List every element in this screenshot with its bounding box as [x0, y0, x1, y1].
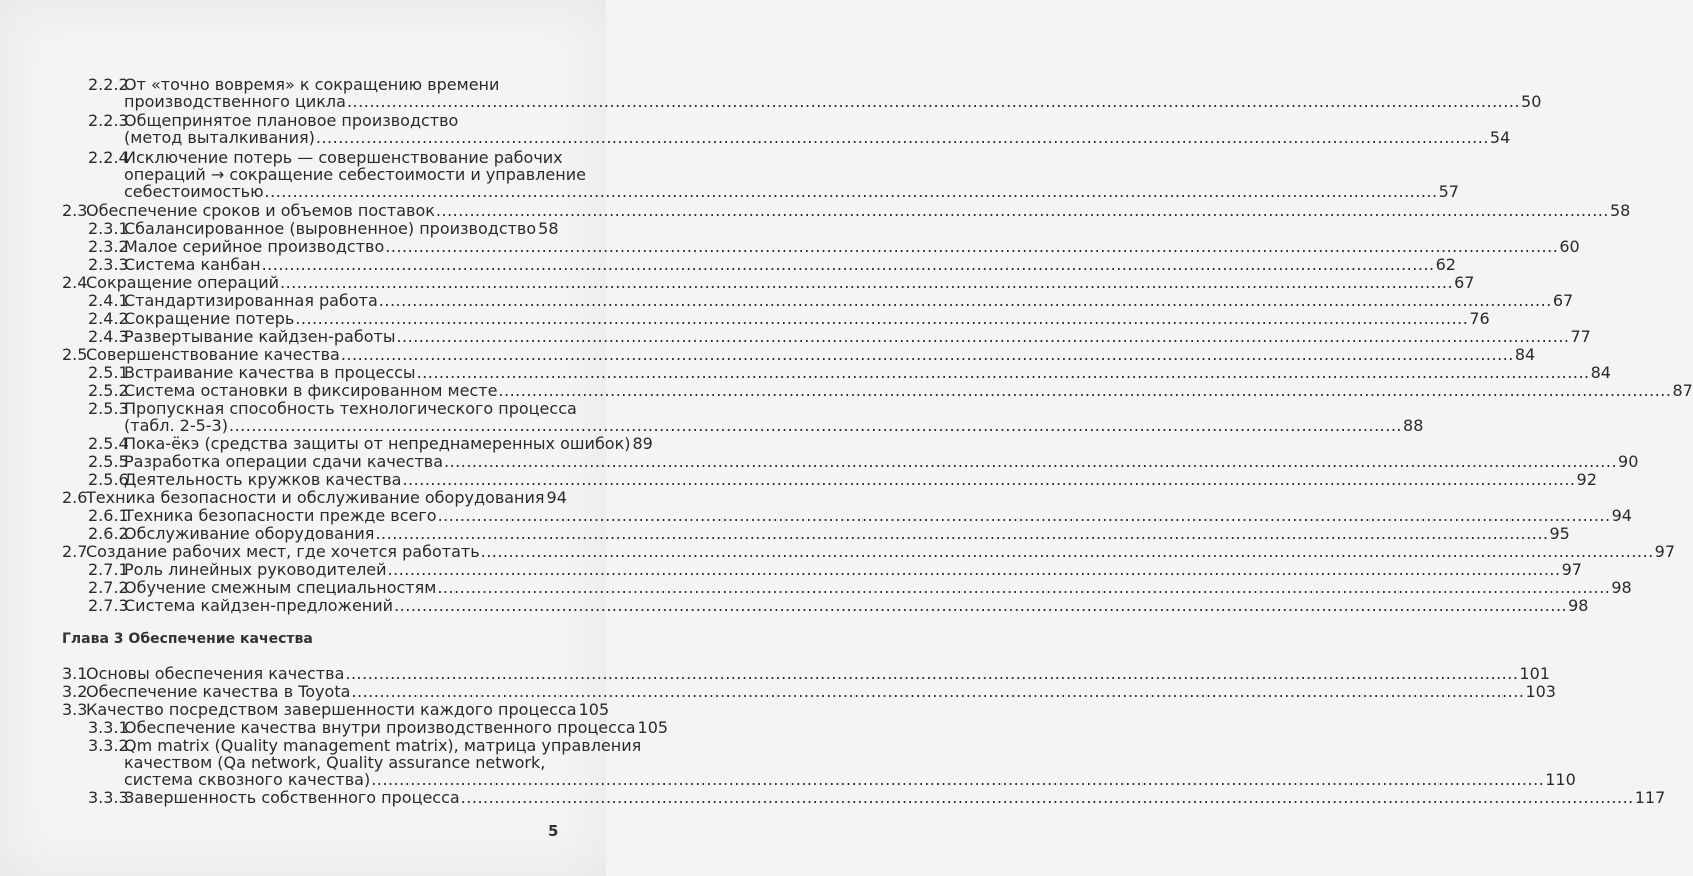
toc-title: Малое серийное производство	[124, 237, 385, 256]
leader-dots	[402, 470, 1575, 489]
toc-number: 2.6.2	[88, 524, 129, 543]
toc-page: 54	[1489, 128, 1511, 147]
toc-page: 67	[1552, 291, 1574, 310]
toc-page: 88	[1403, 416, 1424, 435]
toc-entry-3-2	[62, 682, 1556, 701]
toc-title: Техника безопасности и обслуживание оборудования	[86, 488, 545, 507]
toc-title: Разработка операции сдачи качества	[124, 452, 443, 471]
toc-number: 2.5	[62, 345, 88, 364]
toc-page: 57	[1438, 182, 1459, 201]
toc-title: Система остановки в фиксированном месте	[124, 381, 498, 400]
leader-dots	[436, 201, 1609, 220]
toc-title: Сокращение операций	[86, 273, 280, 292]
toc-entry-3-3-1	[88, 718, 669, 737]
toc-number: 3.1	[62, 664, 88, 683]
toc-entry-2-3	[62, 201, 1631, 220]
toc-title-line: Qm matrix (Quality management matrix), матрица управления	[124, 736, 642, 755]
toc-title: Система канбан	[124, 255, 261, 274]
toc-number: 2.2.3	[88, 111, 129, 130]
leader-dots	[347, 92, 1520, 111]
toc-page: 58	[1609, 201, 1631, 220]
toc-number: 2.7.2	[88, 578, 129, 597]
leader-dots	[385, 237, 1558, 256]
toc-number: 2.5.5	[88, 452, 129, 471]
toc-entry-2-6-1	[88, 506, 1632, 525]
toc-page: 97	[1654, 542, 1676, 561]
toc-title: Обеспечение качества в Toyota	[86, 682, 351, 701]
toc-title-line: операций → сокращение себестоимости и управление	[124, 165, 586, 184]
toc-entry-2-6-2	[88, 524, 1570, 543]
toc-title: Деятельность кружков качества	[124, 470, 402, 489]
toc-title: Совершенствование качества	[86, 345, 340, 364]
toc-title: Сбалансированное (выровненное) производство	[124, 219, 537, 238]
leader-dots	[229, 416, 1402, 435]
toc-number: 2.4.2	[88, 309, 129, 328]
toc-title-line: Исключение потерь — совершенствование рабочих	[124, 148, 563, 167]
toc-title-line: Пропускная способность технологического процесса	[124, 399, 577, 418]
toc-title: Система кайдзен-предложений	[124, 596, 394, 615]
toc-entry-2-4-2	[88, 309, 1490, 328]
toc-entry-line	[124, 92, 1542, 111]
toc-page: 94	[546, 488, 567, 507]
toc-title-line: система сквозного качества)	[124, 770, 371, 789]
toc-entry-2-5-1	[88, 363, 1611, 382]
leader-dots	[438, 506, 1611, 525]
toc-entry-2-7-1	[88, 560, 1582, 579]
leader-dots	[280, 273, 1453, 292]
leader-dots	[417, 363, 1590, 382]
toc-number: 2.6.1	[88, 506, 129, 525]
toc-number: 2.3.1	[88, 219, 129, 238]
toc-page: 90	[1618, 452, 1639, 471]
toc-page: 105	[637, 718, 669, 737]
toc-page: 105	[578, 700, 610, 719]
toc-number: 3.3.1	[88, 718, 129, 737]
toc-entry-2-5	[62, 345, 1536, 364]
toc-entry-2-5-6	[88, 470, 1597, 489]
toc-page: 103	[1525, 682, 1556, 701]
toc-page: 87	[1672, 381, 1693, 400]
toc-title-line: качеством (Qa network, Quality assurance network,	[124, 753, 546, 772]
toc-page: 98	[1568, 596, 1589, 615]
toc-entry-2-3-1	[88, 219, 558, 238]
toc-entry-2-7-2	[88, 578, 1632, 597]
toc-entry-line	[124, 182, 1459, 201]
toc-number: 2.3.3	[88, 255, 129, 274]
leader-dots	[437, 578, 1610, 597]
leader-dots	[461, 788, 1634, 807]
leader-dots	[379, 291, 1552, 310]
toc-number: 2.3	[62, 201, 88, 220]
toc-title: Завершенность собственного процесса	[124, 788, 460, 807]
toc-number: 3.3.3	[88, 788, 129, 807]
toc-number: 2.2.4	[88, 148, 129, 167]
toc-number: 2.5.1	[88, 363, 129, 382]
toc-entry-2-5-4	[88, 434, 653, 453]
toc-entry-2-7	[62, 542, 1676, 561]
toc-page: 84	[1514, 345, 1536, 364]
leader-dots	[295, 309, 1468, 328]
toc-entry-2-4-3	[88, 327, 1591, 346]
toc-title: Создание рабочих мест, где хочется работать	[86, 542, 480, 561]
toc-page: 98	[1611, 578, 1632, 597]
leader-dots	[265, 182, 1438, 201]
toc-page: 110	[1545, 770, 1576, 789]
page-number: 5	[548, 822, 559, 840]
toc-number: 2.4	[62, 273, 88, 292]
toc-page: 101	[1519, 664, 1550, 683]
toc-page: 89	[632, 434, 653, 453]
toc-title: Качество посредством завершенности каждого процесса	[86, 700, 577, 719]
toc-page: 117	[1634, 788, 1666, 807]
toc-number: 2.4.3	[88, 327, 129, 346]
leader-dots	[481, 542, 1654, 561]
toc-entry-2-7-3	[88, 596, 1589, 615]
toc-page: 92	[1576, 470, 1597, 489]
leader-dots	[341, 345, 1514, 364]
leader-dots	[388, 560, 1561, 579]
toc-page: 84	[1590, 363, 1611, 382]
toc-entry-2-5-5	[88, 452, 1639, 471]
toc-entry-2-4-1	[88, 291, 1574, 310]
leader-dots	[371, 770, 1544, 789]
toc-title-line: (табл. 2-5-3)	[124, 416, 228, 435]
toc-title-line: От «точно вовремя» к сокращению времени	[124, 75, 500, 94]
toc-title: Встраивание качества в процессы	[124, 363, 416, 382]
toc-number: 2.7.3	[88, 596, 129, 615]
toc-number: 3.3.2	[88, 736, 129, 755]
toc-title-line: производственного цикла	[124, 92, 346, 111]
toc-page: 60	[1559, 237, 1580, 256]
toc-number: 2.6	[62, 488, 88, 507]
toc-page: 62	[1435, 255, 1456, 274]
toc-title-line: себестоимостью	[124, 182, 264, 201]
toc-entry-3-3-3	[88, 788, 1666, 807]
toc-title: Сокращение потерь	[124, 309, 295, 328]
toc-entry-2-6	[62, 488, 567, 507]
toc-title: Обеспечение сроков и объемов поставок	[86, 201, 435, 220]
toc-number: 2.2.2	[88, 75, 129, 94]
toc-page: 50	[1521, 92, 1542, 111]
toc-page: 95	[1549, 524, 1570, 543]
leader-dots	[351, 682, 1524, 701]
chapter-heading: Глава 3 Обеспечение качества	[62, 631, 313, 647]
toc-number: 2.7.1	[88, 560, 129, 579]
toc-number: 3.3	[62, 700, 88, 719]
toc-number: 2.5.6	[88, 470, 129, 489]
toc-title: Развертывание кайдзен-работы	[124, 327, 396, 346]
toc-page: 94	[1611, 506, 1632, 525]
toc-page: 77	[1570, 327, 1591, 346]
toc-entry-3-1	[62, 664, 1550, 683]
toc-entry-2-4	[62, 273, 1475, 292]
toc-entry-3-3	[62, 700, 610, 719]
toc-title: Основы обеспечения качества	[86, 664, 345, 683]
toc-title-line: Общепринятое плановое производство	[124, 111, 459, 130]
toc-number: 2.5.4	[88, 434, 129, 453]
toc-number: 3.2	[62, 682, 88, 701]
toc-number: 2.5.2	[88, 381, 129, 400]
toc-entry-line	[124, 128, 1511, 147]
toc-page: 67	[1454, 273, 1475, 292]
toc-number: 2.5.3	[88, 399, 129, 418]
leader-dots	[394, 596, 1567, 615]
toc-title: Обучение смежным специальностям	[124, 578, 437, 597]
toc-title: Роль линейных руководителей	[124, 560, 387, 579]
leader-dots	[316, 128, 1489, 147]
toc-entry-2-3-2	[88, 237, 1580, 256]
toc-number: 2.3.2	[88, 237, 129, 256]
toc-title: Обслуживание оборудования	[124, 524, 375, 543]
toc-page: 76	[1469, 309, 1490, 328]
toc-number: 2.4.1	[88, 291, 129, 310]
toc-entry-line	[124, 416, 1424, 435]
toc-title: Пока-ёкэ (средства защиты от непреднамеренных ошибок)	[124, 434, 631, 453]
leader-dots	[262, 255, 1435, 274]
leader-dots	[396, 327, 1569, 346]
toc-entry-2-5-2	[88, 381, 1693, 400]
leader-dots	[375, 524, 1548, 543]
toc-title: Техника безопасности прежде всего	[124, 506, 437, 525]
toc-page: 97	[1561, 560, 1582, 579]
toc-entry-2-3-3	[88, 255, 1456, 274]
toc-title: Стандартизированная работа	[124, 291, 378, 310]
toc-page: 58	[538, 219, 559, 238]
leader-dots	[345, 664, 1518, 683]
toc-title: Обеспечение качества внутри производственного процесса	[124, 718, 636, 737]
toc-number: 2.7	[62, 542, 88, 561]
leader-dots	[444, 452, 1617, 471]
toc-title-line: (метод выталкивания)	[124, 128, 315, 147]
toc-entry-line	[124, 770, 1576, 789]
leader-dots	[498, 381, 1671, 400]
